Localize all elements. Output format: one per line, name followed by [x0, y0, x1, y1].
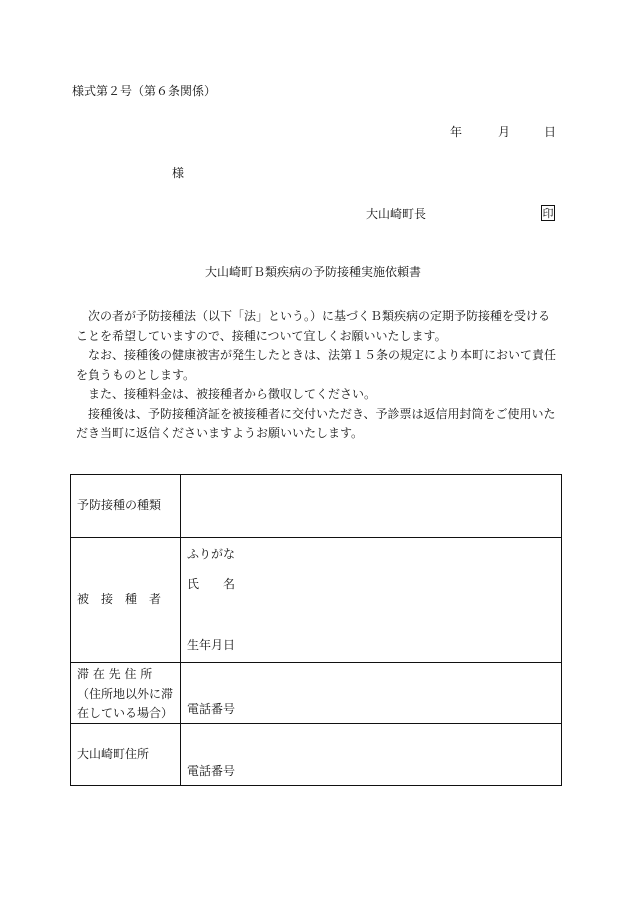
- stay-address-label-line-3: 在している場合）: [77, 706, 174, 720]
- stay-address-field[interactable]: [181, 663, 562, 724]
- vaccine-type-label-cell: [71, 475, 181, 538]
- dob-label: 生年月日: [187, 638, 236, 652]
- row-recipient: [71, 538, 562, 663]
- stay-address-label-line-1: 滞 在 先 住 所: [77, 667, 153, 681]
- vaccine-type-label: 予防接種の種類: [77, 498, 162, 512]
- town-address-label: 大山崎町住所: [77, 747, 150, 761]
- phone-label-town: 電話番号: [187, 764, 236, 778]
- recipient-label-cell: [71, 538, 181, 663]
- stay-address-label-cell: [71, 663, 181, 724]
- date-line: [450, 126, 560, 140]
- body-paragraph-4: 接種後は、予防接種済証を被接種者に交付いただき、予診票は返信用封筒をご使用いただき当町に返信くださいますようお願いいたします。: [76, 406, 556, 440]
- row-vaccine-type: [71, 475, 562, 538]
- form-number: 様式第２号（第６条関係）: [72, 84, 217, 98]
- body-paragraph-3: また、接種料金は、被接種者から徴収してください。: [88, 387, 377, 401]
- date-year-label: 年: [450, 125, 463, 139]
- vaccine-type-field[interactable]: [181, 475, 562, 538]
- furigana-label: ふりがな: [187, 547, 236, 561]
- town-address-label-cell: [71, 724, 181, 786]
- town-address-field[interactable]: [181, 724, 562, 786]
- body-paragraph-1: 次の者が予防接種法（以下「法」という。）に基づくＢ類疾病の定期予防接種を受けることを希望していますので、接種について宜しくお願いいたします。: [76, 309, 551, 343]
- request-form-table: [70, 474, 562, 786]
- row-town-address: [71, 724, 562, 786]
- body-paragraph-2: なお、接種後の健康被害が発生したときは、法第１５条の規定により本町において責任を負うものとします。: [76, 348, 557, 382]
- date-month-label: 月: [498, 125, 511, 139]
- phone-label-stay: 電話番号: [187, 702, 236, 716]
- addressee-suffix: 様: [172, 166, 185, 180]
- body-text: [76, 307, 560, 444]
- sender-title: 大山崎町長: [366, 207, 427, 221]
- date-day-label: 日: [544, 125, 557, 139]
- stay-address-label-line-2: （住所地以外に滞: [77, 687, 174, 701]
- row-stay-address: [71, 663, 562, 724]
- seal-mark: 印: [542, 206, 554, 220]
- recipient-field[interactable]: [181, 538, 562, 663]
- document-title: 大山崎町Ｂ類疾病の予防接種実施依頼書: [205, 265, 422, 279]
- name-label: 氏 名: [187, 577, 236, 591]
- recipient-label: 被 接 種 者: [77, 592, 162, 606]
